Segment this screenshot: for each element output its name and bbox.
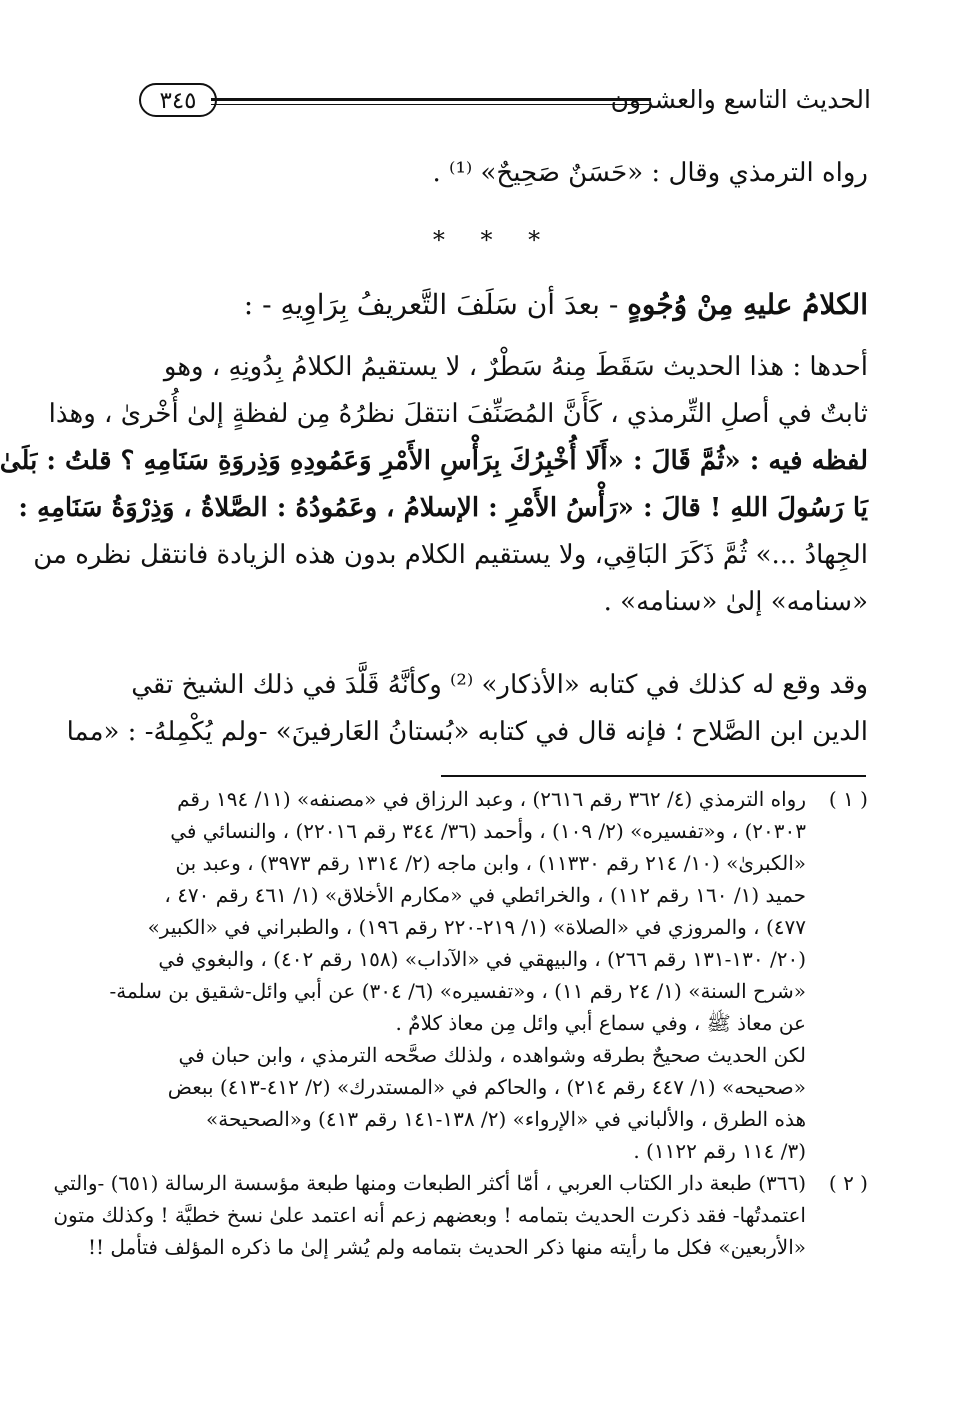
footnote-rule [441, 775, 866, 777]
footnote-line: «الأربعين» فكل ما رأيته منها ذكر الحديث بتمامه ولم يُشر إلىٰ ما ذكره المؤلف فتأمل !! [87, 1235, 806, 1259]
footnote-line: لكن الحديث صحيحٌ بطرقه وشواهده ، ولذلك صحَّحه الترمذي ، وابن حبان في [178, 1043, 806, 1067]
footnote-line: (٣٦٦) طبعة دار الكتاب العربي ، أمّا أكثر الطبعات ومنها طبعة مؤسسة الرسالة (٦٥١) -والتي [53, 1171, 806, 1195]
footnote-line: حميد (١/ ١٦٠ رقم ١١٢) ، والخرائطي في «مكارم الأخلاق» (١/ ٤٦١ رقم ٤٧٠ ، [164, 883, 806, 907]
page-number: ٣٤٥ [139, 83, 217, 117]
paragraph-line: لفظه فيه : «ثُمَّ قَالَ : «أَلَا أُخْبِرُكَ بِرَأْسِ الأَمْرِ وَعَمُودِهِ وَذِروَةِ سَنَامِهِ ؟ قلتُ : بَلَىٰ [0, 446, 868, 476]
paragraph-line: الدين ابن الصَّلاح ؛ فإنه قال في كتابه «بُستانُ العَارفينَ» -ولم يُكْمِلهُ- : «مما [66, 717, 868, 747]
footnote-line: (٢٠/ ١٣٠-١٣١ رقم ٢٦٦) ، والبيهقي في «الآداب» (١٥٨ رقم ٤٠٢) ، والبغوي في [158, 947, 806, 971]
paragraph-2 [66, 662, 868, 756]
section-heading-bold: الكلامُ عليهِ مِنْ وُجُوهٍ [627, 288, 868, 321]
footnote-line: هذه الطرق ، والألباني في «الإرواء» (٢/ ١٣٨-١٤١ رقم ٤١٣) و«الصحيحة» [205, 1107, 806, 1131]
paragraph-line: «سنامه» إلىٰ «سنامه» . [603, 587, 868, 617]
section-heading [244, 283, 868, 327]
footnote-2 [53, 1167, 868, 1263]
footnote-line: «الكبرىٰ» (١٠/ ٢١٤ رقم ١١٣٣٠) ، وابن ماجه (٢/ ١٣١٤ رقم ٣٩٧٣) ، وعبد بن [175, 851, 806, 875]
footnote-1 [109, 783, 868, 1167]
footnote-line: اعتمدتُها- فقد ذكرت الحديث بتمامه ! وبعضهم زعم أنه اعتمد علىٰ نسخ خطيَّة ! وكذلك متون [53, 1203, 806, 1227]
paragraph-line: أحدها : هذا الحديث سَقَطَ مِنهُ سَطْرٌ ، لا يستقيمُ الكلامُ بِدُونِهِ ، وهو [163, 352, 868, 382]
paragraph-line: ثابتٌ في أصلِ التِّرمذي ، كَأَنَّ المُصَنِّفَ انتقلَ نظرُهُ مِن لفظةٍ إلىٰ أُخْرىٰ ، وهذا [48, 399, 868, 429]
footnote-line: عن معاذ ﷺ ، وفي سماع أبي وائل مِن معاذ كلامٌ . [395, 1011, 806, 1035]
paragraph-line: الجِهادُ ...» ثُمَّ ذَكَرَ البَاقِي، ولا يستقيم الكلام بدون هذه الزيادة فانتقل نظره من [33, 540, 868, 570]
running-title: الحديث التاسع والعشرون [610, 85, 871, 114]
footnote-line: (٣/ ١١٤ رقم ١١٢٢) . [633, 1139, 806, 1163]
section-separator: * * * [432, 226, 555, 254]
paragraph-1 [0, 344, 868, 626]
footnote-line: «صحيحه» (١/ ٤٤٧ رقم ٢١٤) ، والحاكم في «المستدرك» (٢/ ٤١٢-٤١٣) ببعض [167, 1075, 806, 1099]
header-rule [211, 98, 651, 105]
footnote-number: ( ١ ) [828, 787, 868, 811]
opening-line-block [121, 150, 868, 197]
opening-line: رواه الترمذي وقال : «حَسَنٌ صَحِيحٌ» ⁽¹⁾ . [432, 158, 868, 188]
footnote-line: رواه الترمذي (٤/ ٣٦٢ رقم ٢٦١٦) ، وعبد الرزاق في «مصنفه» (١١/ ١٩٤ رقم [177, 787, 806, 811]
footnote-line: ٢٠٣٠٣) ، و«تفسيره» (٢/ ١٠٩) ، وأحمد (٣٦/ ٣٤٤ رقم ٢٢٠١٦) ، والنسائي في [170, 819, 806, 843]
footnote-number: ( ٢ ) [828, 1171, 868, 1195]
paragraph-line: وقد وقع له كذلك في كتابه «الأذكار» ⁽²⁾ وكأنَّهُ قَلَّدَ في ذلك الشيخ تقي [131, 670, 868, 700]
footnote-line: «شرح السنة» (١/ ٢٤ رقم ١١) ، و«تفسيره» (٦/ ٣٠٤) عن أبي وائل-شقيق بن سلمة- [109, 979, 806, 1003]
paragraph-line: يَا رَسُولَ اللهِ ! قالَ : «رَأْسُ الأَمْرِ : الإسلامُ ، وعَمُودُهُ : الصَّلاةُ ، وَذِرْوَةُ سَنَامِهِ : [18, 493, 868, 523]
footnote-line: ٤٧٧) ، والمروزي في «الصلاة» (١/ ٢١٩-٢٢٠ رقم ١٩٦) ، والطبراني في «الكبير» [147, 915, 806, 939]
section-heading-rest: - بعدَ أن سَلَفَ التَّعريفُ بِرَاوِيهِ - : [243, 288, 628, 321]
footnotes [53, 783, 868, 1263]
